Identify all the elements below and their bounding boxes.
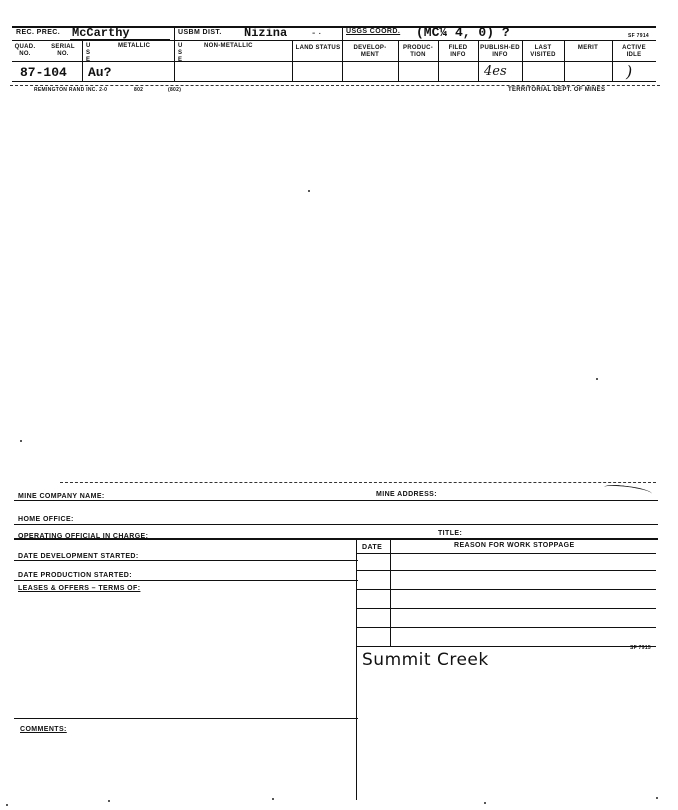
table-row-3 — [356, 608, 656, 609]
lower-rule-2 — [14, 524, 658, 525]
table-row-5 — [356, 646, 656, 647]
col-quad-no: QUAD. NO. — [14, 44, 36, 57]
table-row-4 — [356, 627, 656, 628]
mine-address-label: MINE ADDRESS: — [376, 491, 437, 498]
title-label: TITLE: — [438, 530, 463, 537]
leases-offers-label: LEASES & OFFERS – TERMS OF: — [18, 585, 141, 592]
table-header-line — [356, 553, 656, 554]
col-filed-info: FILED INFO — [448, 45, 468, 58]
rec-prec-underline — [70, 39, 170, 40]
header-divider — [12, 40, 656, 41]
operating-official-label: OPERATING OFFICIAL IN CHARGE: — [18, 533, 149, 540]
form-code: SF 7914 — [628, 33, 650, 39]
col-land-status: LAND STATUS — [295, 45, 341, 51]
active-idle-mark: ) — [626, 62, 633, 81]
col-metallic: METALLIC — [118, 43, 151, 49]
col-sep-filed — [438, 40, 439, 81]
col-sep-pub — [478, 40, 479, 81]
quad-serial-value: 87-104 — [20, 65, 67, 80]
col-published-info: PUBLISH-ED INFO — [480, 45, 520, 58]
printer-code-2: (802) — [168, 87, 182, 93]
date-production-label: DATE PRODUCTION STARTED: — [18, 572, 132, 579]
col-serial-no: SERIAL NO. — [51, 44, 75, 57]
published-info-value: 4es — [484, 64, 507, 79]
col-sep-merit — [564, 40, 565, 81]
usbm-dist-mark: - · — [312, 28, 322, 39]
speck — [20, 440, 22, 442]
table-row-2 — [356, 589, 656, 590]
speck — [308, 190, 310, 192]
form-code-2: SF 7915 — [630, 645, 652, 651]
lower-rule-3 — [14, 538, 658, 540]
use-marker-2: U S E — [178, 43, 183, 63]
usgs-coord-label: USGS COORD. — [346, 28, 401, 35]
comments-top-rule — [14, 718, 358, 719]
table-row-1 — [356, 570, 656, 571]
speck — [6, 804, 8, 806]
col-sep-active — [612, 40, 613, 81]
handwritten-note: Summit Creek — [362, 650, 489, 670]
col-active-idle: ACTIVE IDLE — [622, 45, 646, 58]
col-sep-land — [292, 40, 293, 81]
rec-prec-value: McCarthy — [72, 26, 130, 40]
printer-right: TERRITORIAL DEPT. OF MINES — [508, 87, 606, 93]
lower-rule-1 — [14, 500, 658, 501]
lower-rule-4 — [14, 560, 358, 561]
speck — [656, 797, 658, 799]
date-col-header: DATE — [362, 544, 383, 551]
row-bottom-line — [12, 81, 656, 82]
home-office-label: HOME OFFICE: — [18, 516, 74, 523]
speck — [108, 800, 110, 802]
col-last-visited: LAST VISITED — [530, 45, 556, 58]
speck — [484, 802, 486, 804]
column-header-line — [12, 61, 656, 62]
col-sep-last — [522, 40, 523, 81]
usbm-dist-label: USBM DIST. — [178, 29, 222, 36]
col-sep-prod — [398, 40, 399, 81]
col-sep-use2 — [174, 40, 175, 81]
col-development: DEVELOP-MENT — [353, 45, 387, 58]
col-production: PRODUC-TION — [402, 45, 434, 58]
printer-code-1: 802 — [134, 87, 144, 93]
metallic-value: Au? — [88, 65, 112, 80]
use-marker-1: U S E — [86, 43, 91, 63]
mine-company-name-label: MINE COMPANY NAME: — [18, 493, 105, 500]
col-merit: MERIT — [577, 45, 599, 51]
usgs-coord-value: (MC¼ 4, 0) ? — [416, 25, 510, 40]
speck — [272, 798, 274, 800]
rec-prec-label: REC. PREC. — [16, 29, 61, 36]
col-sep-dev — [342, 40, 343, 81]
lower-dashed-top — [60, 482, 656, 483]
pen-stroke — [604, 484, 653, 498]
table-date-sep — [390, 538, 391, 646]
lower-rule-5 — [14, 580, 358, 581]
printer-dashes — [10, 85, 660, 86]
printer-left: REMINGTON RAND INC. 2-0 — [34, 87, 108, 93]
reason-col-header: REASON FOR WORK STOPPAGE — [454, 542, 575, 549]
col-non-metallic: NON-METALLIC — [204, 43, 253, 49]
speck — [596, 378, 598, 380]
comments-label: COMMENTS: — [20, 726, 67, 733]
date-development-label: DATE DEVELOPMENT STARTED: — [18, 553, 139, 560]
col-sep-use1 — [82, 40, 83, 81]
table-left-border — [356, 538, 357, 800]
usbm-dist-value: Nizina — [244, 26, 288, 40]
